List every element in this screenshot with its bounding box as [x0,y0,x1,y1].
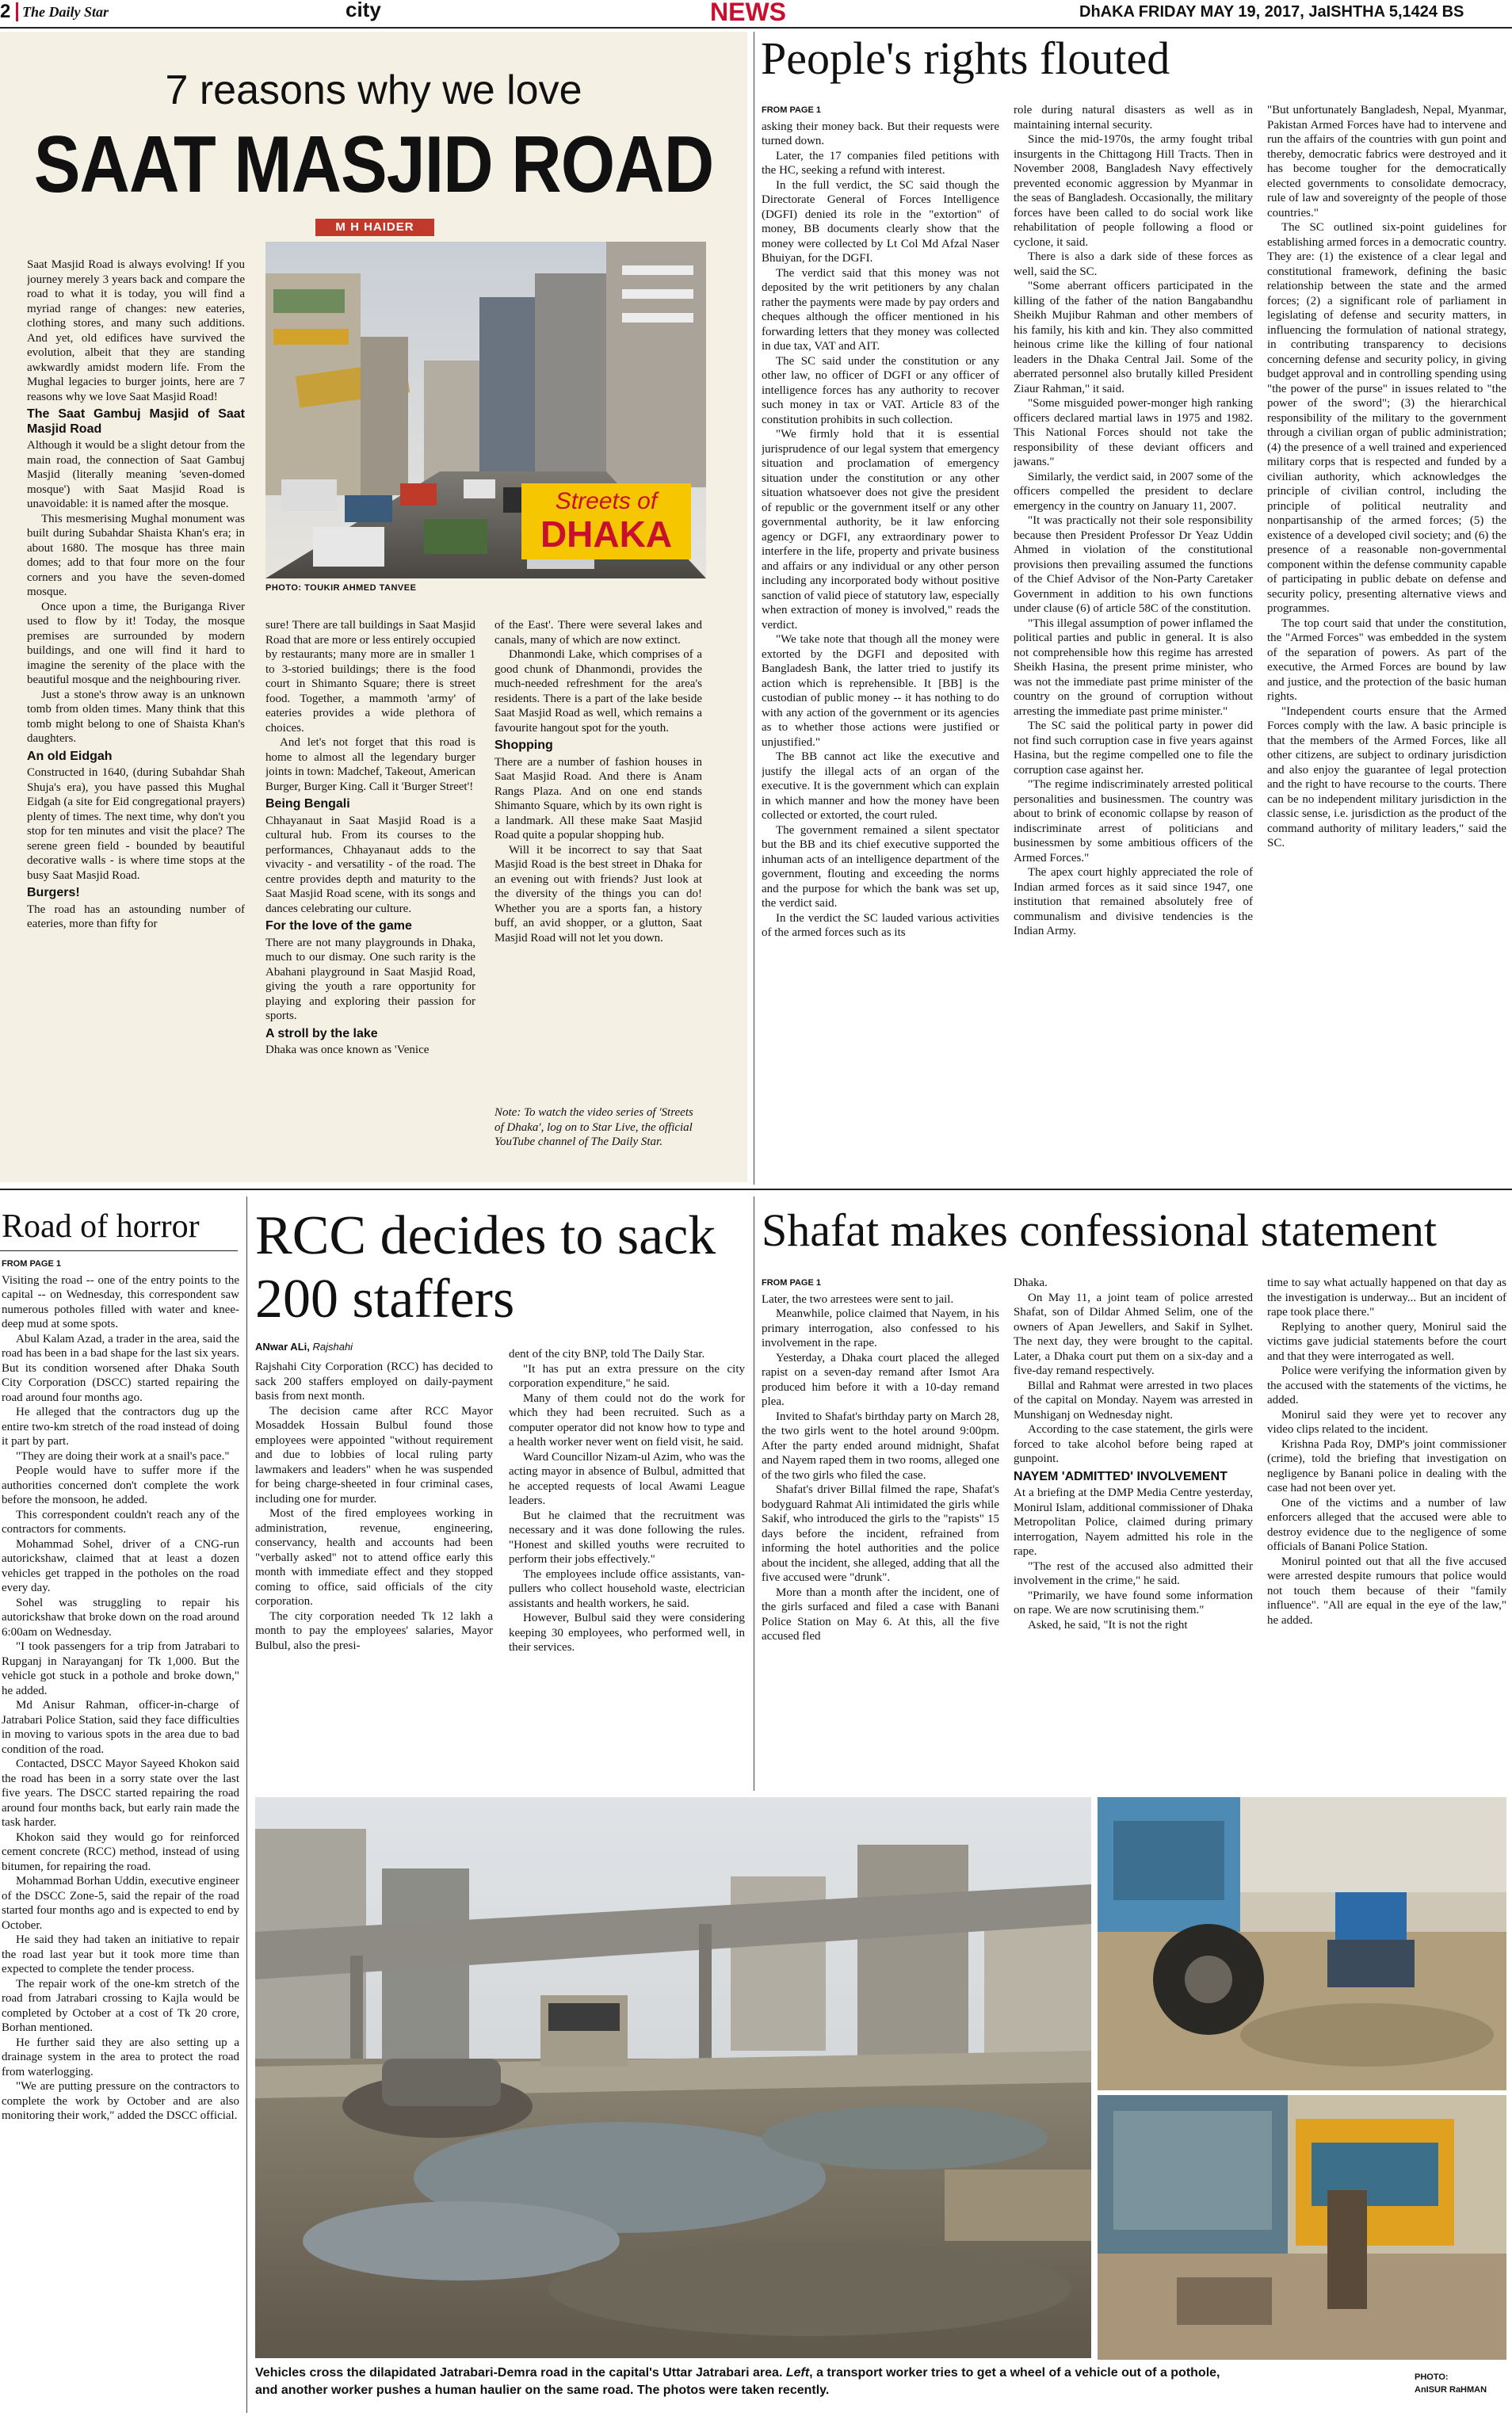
paragraph: Later, the 17 companies filed petitions with the HC, seeking a refund with interest. [762,149,999,177]
paragraph: "We take note that though all the money were extorted by the DGFI and deposited with Bangladesh Bank, the latter tried to justify its action which is reprehensible. It [BB] is the custodian of public money -- it has nothing to do with any action of the government or its agencies as to whether those actions were justified or unjustified." [762,633,999,749]
paragraph: Once upon a time, the Buriganga River used to flow by it! Today, the mosque premises are surrounded by modern buildings, and one will find it hard to imagine the serenity of the place with the beautiful mosque and the neighbouring river. [27,600,245,686]
from-page-label: FROM PAGE 1 [2,1259,61,1269]
paragraph: Billal and Rahmat were arrested in two places of the capital on Monday. Nayem was arrested in Munshiganj on Wednesday night. [1014,1379,1253,1422]
page-number: 2 [0,1,11,22]
paragraph: "We firmly hold that it is essential jurisprudence of our legal system that emergency situation and proclamation of emergency situation under the constitution or any other situation whatsoever does not give the president of republic or the government itself or any other governmental authority, be it law enforcing agency or DGFI, any extraordinary power to interfere in the life, property and private business and affairs or any individual or any other person including any incorporated body without positive sanction of valid piece of statutory law, especially when extraction of money is involved," reads the verdict. [762,428,999,632]
news-label: NEWS [710,0,786,26]
paragraph: He alleged that the contractors dug up the entire two-km stretch of the road instead of doing it part by part. [2,1406,239,1448]
shafat-col-3 [1267,1276,1506,1791]
paragraph: The verdict said that this money was not deposited by the writ petitioners by any chalan rather the payments were made by pay orders and cheques although the officer mentioned in his forwarding letters that they money was collected in due tax, VAT and AIT. [762,266,999,353]
section-name: city [346,0,381,21]
feature-title: SAAT MASJID ROAD [33,119,714,209]
rcc-col-2 [509,1347,745,1788]
paragraph: The SC outlined six-point guidelines for establishing armed forces in a democratic country. They are: (1) the existence of a clear legal and constitutional framework, defining the basic relationship between the state and the armed forces; (2) a significant role of parliament in legislating of defense and security matters, in influencing the formulation of national strategy, in contributing transparency to decisions concerning defense and security policy, in giving budget approval and in controlling spending using "the power of the purse" in issues related to "the power of the sword"; (3) the hierarchical responsibility of the military to the government through a civilian organ of public administration; (4) the presence of a well trained and experienced military corps that is respected and funded by a civilian authority, which acknowledges the principle of civilian control, including the principle of political neutrality and nonpartisanship of the armed forces; (5) the existence of a developed civil society; and (6) the presence of a reasonable non-governmental component within the defense community capable of participating in public debate on defense and security policy, presenting alternative views and programmes. [1267,221,1506,615]
photo-credit-bottom [1415,2371,1506,2396]
rights-title: People's rights flouted [761,32,1170,84]
shafat-col-1 [762,1276,999,1791]
subheading: The Saat Gambuj Masjid of Saat Masjid Road [27,407,245,436]
horror-title-rule [0,1250,238,1251]
paragraph: And let's not forget that this road is home to almost all the legendary burger joints in town: Madchef, Takeout, American Burger, Burger King. Call it 'Burger Street'! [265,736,475,793]
paragraph: The city corporation needed Tk 12 lakh a month to pay the employees' salaries, Mayor Bulbul, also the presi- [255,1609,493,1652]
paragraph: The SC said the political party in power did not find such corruption case in five years against Hasina, but the regime compelled one to file the corruption case against her. [1014,719,1253,777]
paragraph: Since the mid-1970s, the army fought tribal insurgents in the Chittagong Hill Tracts. Then in November 2008, Bangladesh Navy effectively prevented economic aggression by Myanmar in the seas of Bangladesh. Occasionally, the military forces have been called to do social work like rehabilitation of people following a flood or cyclone, it said. [1014,133,1253,249]
road-photo-main-image [255,1797,1091,2358]
shafat-title: Shafat makes confessional statement [762,1204,1438,1256]
paragraph: This correspondent couldn't reach any of the contractors for comments. [2,1508,239,1536]
paragraph: The government remained a silent spectator but the BB and its chief executive supported the inhuman acts of an intelligence department of the government, flouting and exceeding the norms and the purpose for which the bank was set up, the verdict said. [762,823,999,910]
paragraph: "This illegal assumption of power inflamed the political parties and public in general. It is also not comprehensible how this regime has arrested Sheikh Hasina, the present prime minister, who was not the immediate past prime minister of the country on the ground of corruption without arresting the immediate past prime minister." [1014,616,1253,718]
shafat-col-1-body [762,1292,999,1644]
feature-note: Note: To watch the video series of 'Streets of Dhaka', log on to Star Live, the official YouTube channel of The Daily Star. [494,1106,693,1148]
subheading: Being Bengali [265,797,350,811]
paragraph: Yesterday, a Dhaka court placed the alleged rapist on a seven-day remand after Ismot Ara produced him before it with a 10-day remand plea. [762,1351,999,1408]
paragraph: The top court said that under the constitution, the "Armed Forces" was embedded in the system of the separation of powers. As part of the executive, the Armed Forces are bound by law and justice, and the protection of the basic human rights. [1267,616,1506,703]
paragraph: "The rest of the accused also admitted their involvement in the crime," he said. [1014,1559,1253,1587]
byline: M H HAIDER [315,219,434,236]
paragraph: People would have to suffer more if the authorities concerned don't complete the work before the monsoon, he added. [2,1464,239,1506]
haulier-photo [1098,2095,1506,2360]
paragraph: Rajshahi City Corporation (RCC) has decided to sack 200 staffers employed on daily-payment basis from next month. [255,1361,493,1403]
byline-name: ANwar ALi, [255,1341,310,1353]
photo-credit: PHOTO: TOUKIR AHMED TANVEE [265,583,417,593]
pothole-photo [1098,1797,1506,2090]
paragraph: He further said they are also setting up a drainage system in the area to protect the road from waterlogging. [2,2036,239,2078]
paragraph: Contacted, DSCC Mayor Sayeed Khokon said the road has been in a sorry state over the last five years. The DSCC started repairing the road around four months back, but early rain made the task harder. [2,1758,239,1829]
paragraph: Constructed in 1640, (during Subahdar Shah Shuja's era), you have passed this Mughal Eidgah (a site for Eid congregational prayers) plenty of times. The next time, why don't you stop for ten minutes and visit the place? The serene green field - bounded by beautiful decorative walls - is where time stops at the busy Saat Masjid Road. [27,766,245,882]
paragraph: "The regime indiscriminately arrested political personalities and businessmen. The country was about to brink of economic collapse by reason of indiscriminate arrest of politicians and businessmen by some ambitious officers of the Armed Forces." [1014,778,1253,864]
rcc-col-1 [255,1360,493,1788]
photo-caption [255,2364,1238,2399]
paragraph: Invited to Shafat's birthday party on March 28, the two girls went to the hotel around 9:00pm. After the party ended around midnight, Shafat and Nayem raped them in two rooms, alleged one of the two girls who filed the case. [762,1410,999,1482]
paragraph: Mohammad Sohel, driver of a CNG-run autorickshaw, claimed that at least a dozen vehicles get trapped in the potholes on the road every day. [2,1537,239,1594]
paragraph: Monirul said they were yet to recover any video clips related to the incident. [1267,1408,1506,1436]
rights-col-1-body [762,120,999,941]
paragraph: Khokon said they would go for reinforced cement concrete (RCC) method, instead of using bitumen, for repairing the road. [2,1830,239,1873]
paragraph: role during natural disasters as well as in maintaining internal security. [1014,104,1253,132]
paragraph: "Some misguided power-monger high ranking officers declared martial laws in 1975 and 1982. This National Forces should not take the responsibility of these deviant officers and jawans." [1014,397,1253,468]
subheading: Burgers! [27,886,80,899]
paragraph: Dhanmondi Lake, which comprises of a good chunk of Dhanmondi, provides the much-needed refreshment for the area's residents. There is a part of the lake beside Saat Masjid Road as well, which remains a favourite hangout spot for the youth. [494,648,702,735]
paragraph: "It was practically not their sole responsibility because then President Professor Dr Yeaz Uddin Ahmed in violation of the constitutional provisions then prevailing assumed the functions of the Chief Advisor of the Non-Party Caretaker Government in addition to his own functions under clause (6) of article 58C of the constitution. [1014,514,1253,615]
horror-title: Road of horror [2,1208,200,1245]
paragraph: Meanwhile, police claimed that Nayem, in his primary interrogation, also confessed to his involvement in the rape. [762,1307,999,1349]
paragraph: of the East'. There were several lakes and canals, many of which are now extinct. [494,619,702,647]
paragraph: There are not many playgrounds in Dhaka, much to our dismay. One such rarity is the Abahani playground in Saat Masjid Road, giving the youth a rare opportunity for playing and exploring their passion for sports. [265,936,475,1022]
paragraph: asking their money back. But their requests were turned down. [762,120,999,147]
paragraph: The decision came after RCC Mayor Mosaddek Hossain Bulbul found those employees were appointed "without requirement and due to lobbies of local ruling party lawmakers and leaders" when he was suspended for being charge-sheeted in four criminal cases, including one for murder. [255,1404,493,1506]
subheading: A stroll by the lake [265,1026,378,1040]
paragraph: Asked, he said, "It is not the right [1028,1618,1188,1632]
paragraph: "I took passengers for a trip from Jatrabari to Rupganj in Narayanganj for Tk 1,000. But the vehicle got stuck in a pothole and broke down," he added. [2,1640,239,1697]
paragraph: Mohammad Borhan Uddin, executive engineer of the DSCC Zone-5, said the repair of the road started four months ago and is expected to end by October. [2,1875,239,1932]
paragraph: "Some aberrant officers participated in the killing of the father of the nation Bangabandhu Sheikh Mujibur Rahman and other members of his family, his kith and kin. They also committed heinous crime like the killing of four national leaders in the Dhaka Central Jail. Some of the aberrated personnel also brutally killed President Ziaur Rahman," it said. [1014,280,1253,395]
paragraph: dent of the city BNP, told The Daily Star. [509,1348,705,1361]
haulier-photo-image [1098,2095,1506,2360]
paragraph: Sohel was struggling to repair his autorickshaw that broke down on the road around 6:00am on Wednesday. [2,1596,239,1639]
paragraph: Police were verifying the information given by the accused with the statements of the victims, he added. [1267,1364,1506,1406]
paragraph: Chhayanaut in Saat Masjid Road is a cultural hub. From its courses to the performances, Chhayanaut adds to the vivacity - and versatility - of the road. The centre provides depth and maturity to the Saat Masjid Road scene, with its songs and dances celebrating our culture. [265,814,475,915]
paragraph: But he claimed that the recruitment was necessary and it was done following the rules. "Honest and skilled youths were recruited to perform their jobs effectively." [509,1509,745,1566]
paragraph: However, Bulbul said they were considering keeping 30 employees, who performed well, in their services. [509,1612,745,1654]
feature-kicker: 7 reasons why we love [165,67,582,113]
horror-body-text [2,1273,239,2124]
subheading: An old Eidgah [27,749,113,763]
from-page-label: FROM PAGE 1 [762,105,821,115]
paragraph: The apex court highly appreciated the role of Indian armed forces as it said since 1947, one institution that remained absolutely free of communalism and divisive tendencies is the Indian Army. [1014,866,1253,937]
feature-col-1 [27,258,245,1177]
paragraph: According to the case statement, the girls were forced to take alcohol before being raped at gunpoint. [1014,1423,1253,1465]
byline-place: Rajshahi [312,1341,353,1353]
shafat-col-2 [1014,1276,1253,1791]
credit-name: AnISUR RaHMAN [1415,2385,1487,2395]
column-rule [246,1197,247,2413]
paragraph: Similarly, the verdict said, in 2007 some of the officers compelled the president to declare emergency in the country on January 11, 2007. [1014,470,1253,513]
paragraph: Abul Kalam Azad, a trader in the area, said the road has been in a bad shape for the last six years. But its condition worsened after Dhaka South City Corporation (DSCC) started repairing the road around four months ago. [2,1332,239,1404]
header-rule [0,27,1512,29]
section-rule [0,1189,1512,1190]
paragraph: Shafat's driver Billal filmed the rape, Shafat's bodyguard Rahmat Ali intimidated the girls while Sakif, who introduced the girls to the "rapists" 15 days before the incident, refrained from informing the hotel authorities and the police about the incident, she alleged, adding that all the five accused were "drunk". [762,1483,999,1584]
paragraph: The repair work of the one-km stretch of the road from Jatrabari crossing to Kajla would be completed by October at a cost of Tk 20 crore, Borhan mentioned. [2,1977,239,2034]
credit-label: PHOTO: [1415,2372,1449,2382]
paragraph: "But unfortunately Bangladesh, Nepal, Myanmar, Pakistan Armed Forces have had to intervene and run the affairs of the countries with gun point and thereby, democratic fabrics were destroyed and it has become tougher for the democratically elected governments to consolidate democracy, rule of law and sovereignty of the people of those countries." [1267,104,1506,219]
badge-bottom-text: DHAKA [540,513,673,555]
rcc-title: RCC decides to sack 200 staffers [255,1205,716,1330]
subheading: NAYEM 'ADMITTED' INVOLVEMENT [1014,1469,1228,1483]
rights-col-3 [1267,103,1506,1181]
subheading: For the love of the game [265,919,412,933]
badge-top-text: Streets of [555,488,658,514]
paragraph: Many of them could not do the work for which they had been recruited. Such as a computer operator did not know how to type and a health worker never went on field visit, he said. [509,1391,745,1448]
paragraph: Replying to another query, Monirul said the victims gave judicial statements before the court and that they were interrogated as well. [1267,1320,1506,1363]
caption-prefix: Vehicles cross the dilapidated Jatrabari-Demra road in the capital's Uttar Jatrabari area. [255,2366,786,2380]
paragraph: Dhaka. [1014,1277,1048,1289]
paragraph: Just a stone's throw away is an unknown tomb from olden times. Many think that this tomb might belong to one of Shaista Khan's daughters. [27,688,245,745]
paragraph: Most of the fired employees working in administration, revenue, engineering, conservancy, health and accounts had been "verbally asked" not to attend office early this month with immediate effect and they stopped coming to office, said officials of the city corporation. [255,1507,493,1608]
paragraph: More than a month after the incident, one of the girls surfaced and filed a case with Banani Police Station on May 6. At this, all the five accused fled [762,1586,999,1643]
dateline: DhAKA FRIDAY MAY 19, 2017, JaISHTHA 5,1424 BS [1079,3,1464,21]
paragraph: sure! There are tall buildings in Saat Masjid Road that are more or less entirely occupied by restaurants; many more are in smaller 1 to 3-storied buildings; there is the food court in Shimanto Square; there is street food. Together, a mammoth 'army' of eateries provides a wide plethora of choices. [265,619,475,735]
paragraph: "Primarily, we have found some information on rape. We are now scrutinising them." [1014,1589,1253,1616]
paragraph: One of the victims and a number of law enforcers alleged that the accused were able to destroy evidence due to the negligence of some officials of Banani Police Station. [1267,1496,1506,1553]
paragraph: At a briefing at the DMP Media Centre yesterday, Monirul Islam, additional commissioner of Dhaka Metropolitan Police, claimed during primary interrogation, Nayem admitted his role in the rape. [1014,1487,1253,1558]
paragraph: Md Anisur Rahman, officer-in-charge of Jatrabari Police Station, said they face difficulties in moving to various spots in the area due to bad condition of the road. [2,1699,239,1756]
paragraph: He said they had taken an initiative to repair the road last year but it took more time than expected to complete the tender process. [2,1933,239,1975]
rcc-byline [255,1341,353,1353]
paragraph: Monirul pointed out that all the five accused were arrested despite rumours that police would not touch them because of their "family influence". "All are equal in the eye of the law," he added. [1267,1555,1506,1627]
paragraph: "Independent courts ensure that the Armed Forces comply with the law. A basic principle is that the members of the Armed Forces, like all other citizens, are subject to ordinary jurisdiction and also enjoy the guarantee of legal protection and the right to have recourse to the courts. There can be no independent military jurisdiction in the classic sense, i.e. jurisdiction as the product of the command authority of military leaders," said the SC. [1267,704,1506,849]
paragraph: Dhaka was once known as 'Venice [265,1044,430,1056]
paragraph: "It has put an extra pressure on the city corporation expenditure," he said. [509,1362,745,1390]
rights-col-1 [762,103,999,1181]
paragraph: The SC said under the constitution or any other law, no officer of DGFI or any officer of intelligence forces has any authority to recover such money in tax or VAT. Article 83 of the constitution prohibits in such collection. [762,354,999,426]
paper-name: The Daily Star [22,4,109,20]
paragraph: The employees include office assistants, van-pullers who collect household waste, electrician assistants and health workers, he said. [509,1567,745,1610]
feature-col-3 [494,618,702,1078]
paragraph: On May 11, a joint team of police arrested Shafat, son of Dildar Ahmed Selim, one of the owners of Apan Jewellers, and Sakif in Sylhet. The next day, they were brought to the capital. Later, a Dhaka court put them on a six-day and a five-day remand respectively. [1014,1291,1253,1377]
subheading: Shopping [494,739,553,752]
rights-col-2 [1014,103,1253,1181]
paragraph: Later, the two arrestees were sent to jail. [762,1292,954,1306]
pothole-photo-image [1098,1797,1506,2090]
paragraph: There is also a dark side of these forces as well, said the SC. [1014,250,1253,278]
paragraph: In the verdict the SC lauded various activities of the armed forces such as its [762,911,999,939]
paragraph: Ward Councillor Nizam-ul Azim, who was the acting mayor in absence of Bulbul, admitted that he accepted requests of local Awami League leaders. [509,1450,745,1507]
paragraph: time to say what actually happened on that day as the investigation is underway... But an incident of rape took place there." [1267,1277,1506,1319]
paragraph: Krishna Pada Roy, DMP's joint commissioner (crime), told the briefing that investigation on negligence by Banani police in dealing with the case had not been over yet. [1267,1437,1506,1494]
road-photo-main [255,1797,1091,2358]
paragraph: Will it be incorrect to say that Saat Masjid Road is the best street in Dhaka for an evening out with friends? Just look at the diversity of the things you can do! Whether you are a sports fan, a history buff, an avid shopper, or a glutton, Saat Masjid Road will not let you down. [494,843,702,945]
paragraph: This mesmerising Mughal monument was built during Subahdar Shaista Khan's era; in about 1680. The mosque has three main domes; add to that four more on the four corners and you have the seven-domed mosque. [27,512,245,598]
paragraph: Although it would be a slight detour from the main road, the connection of Saat Gambuj Masjid (literally meaning 'seven-domed mosque') with Saat Masjid Road is unavoidable: it is named after the mosque. [27,439,245,510]
paragraph: Visiting the road -- one of the entry points to the capital -- on Wednesday, this correspondent saw numerous potholes filled with water and knee-deep mud at some spots. [2,1273,239,1330]
paragraph: In the full verdict, the SC said though the Directorate General of Forces Intelligence (DGFI) denied its role in the "extortion" of money, BB documents clearly show that the money were collected by Lt Col Md Afzal Naser Bhuiyan, for the DGFI. [762,178,999,265]
streets-badge [523,485,689,558]
paragraph: The road has an astounding number of eateries, more than fifty for [27,903,245,930]
paragraph: "They are doing their work at a snail's pace." [16,1449,230,1463]
from-page-label: FROM PAGE 1 [762,1278,821,1288]
header-bar-mark [16,2,18,21]
paragraph: There are a number of fashion houses in Saat Masjid Road. And there is Anam Rangs Plaza. And on one end stands Shimanto Square, which by its own right is a landmark. All these make Saat Masjid Road quite a popular shopping hub. [494,755,702,842]
feature-col-2 [265,618,475,1177]
caption-middle: , a transport worker tries to get a wheel of a vehicle out of a pothole, and another worker pushes a human haulier on the same road. The photos were taken recently. [255,2366,1220,2397]
horror-body [2,1257,239,2414]
paragraph: "We are putting pressure on the contractors to complete the work by October and are also monitoring their work," added the DSCC official. [2,2080,239,2122]
caption-left: Left [785,2366,810,2380]
paragraph: The BB cannot act like the executive and justify the illegal acts of an organ of the executive. It is the government which can explain in which manner and how the money have been collected or extorted, the court ruled. [762,750,999,822]
paragraph: Saat Masjid Road is always evolving! If you journey merely 3 years back and compare the road to what it is today, you will find a myriad range of changes: new eateries, clothing stores, and many such additions. And yet, old edifices have survived the evolution, albeit that they are standing awkwardly amidst modern life. From the Mughal legacies to burger joints, here are 7 reasons why we love Saat Masjid Road! [27,258,245,403]
